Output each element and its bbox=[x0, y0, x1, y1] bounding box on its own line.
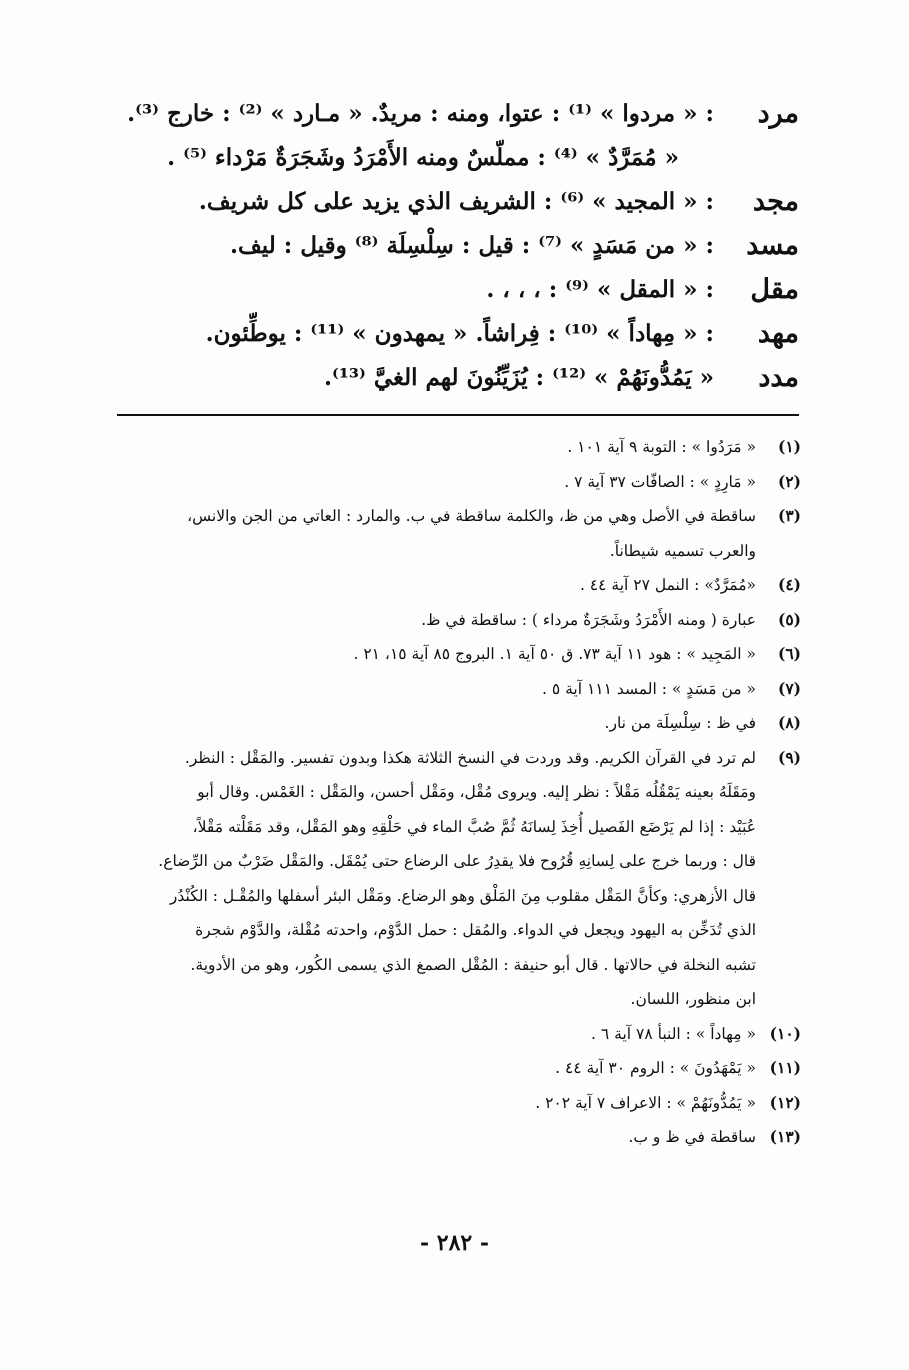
footnote-line: « يَمُدُّونَهُمْ » : الاعراف ٧ آية ٢٠٢ . bbox=[535, 1093, 756, 1112]
footnote-line: « المَجِيد » : هود ١١ آية ٧٣. ق ٥٠ آية ١. البروج ٨٥ آية ١٥، ٢١ . bbox=[353, 645, 756, 663]
entry-text: : « مِهاداً » ⁽¹⁰⁾ : فِراشاً. « يمهدون » ⁽¹¹⁾ : يوطِّئون. bbox=[205, 320, 714, 347]
footnote-number: (٥) bbox=[777, 609, 801, 629]
footnote-number: (٤) bbox=[777, 575, 801, 594]
footnote-number: (٩) bbox=[777, 747, 801, 767]
entry-root: مسد bbox=[746, 230, 799, 261]
footnote bbox=[101, 603, 801, 638]
footnote-line: « من مَسَدٍ » : المسد ١١١ آية ٥ . bbox=[541, 679, 756, 698]
footnote-line: قال الأزهري: وكأنَّ المَقْل مقلوب مِنَ المَلْق وهو الرضاع. ومَقْل البئر أسفلها والمُقْـل : الكُنْدُر bbox=[169, 886, 756, 905]
footnote bbox=[101, 1051, 801, 1086]
footnote-divider bbox=[117, 414, 799, 416]
footnote-number: (٢) bbox=[777, 471, 801, 491]
footnote-line: ومَقَلَهُ بعينه يَمْقُلُه مَقْلاً : نظر إليه. ويروى مُقْل، ومَقْل أحسن، والمَقْل : الغَمْس. وقال أبو bbox=[197, 783, 756, 801]
footnote bbox=[101, 465, 801, 500]
entry-mql bbox=[99, 268, 799, 312]
footnote-line: عبارة ( ومنه الأَمْرَدُ وشَجَرَةٌ مرداء ) : ساقطة في ظ. bbox=[421, 610, 756, 629]
footnote bbox=[101, 672, 801, 707]
entry-root: مرد bbox=[757, 98, 799, 129]
footnote-line: لم ترد في القرآن الكريم. وقد وردت في النسخ الثلاثة هكذا وبدون تفسير. والمَقْل : النظر. bbox=[184, 748, 756, 767]
entry-root: مدد bbox=[758, 362, 799, 393]
footnote bbox=[101, 1120, 801, 1155]
entry-root: مهد bbox=[757, 318, 799, 349]
footnote-line: قال : وربما خرج على لِسانِهِ قُرُوح فلا يقدِرُ على الرضاع حتى يُمْقَل. والمَقْل ضَرْبٌ من الرِّضاع. bbox=[158, 852, 756, 870]
entry-mrd-continuation bbox=[99, 136, 799, 180]
entry-msd bbox=[99, 224, 799, 268]
entry-text: : « من مَسَدٍ » ⁽⁷⁾ : قيل : سِلْسِلَة ⁽⁸⁾ وقيل : ليف. bbox=[229, 232, 714, 259]
footnote-line: في ظ : سِلْسِلَة من نار. bbox=[604, 714, 756, 732]
footnote-number: (٧) bbox=[777, 678, 801, 698]
entry-mrd bbox=[99, 92, 799, 136]
footnote-line: عُبَيْد : إذا لم يَرْضَع الفَصيل أُخِذَ لِسانَهُ ثُمَّ صُبَّ الماء في حَلْقِهِ وهو المَقْل، وقد مَقَلْته مَقْلاً، bbox=[192, 817, 756, 836]
footnotes bbox=[101, 430, 801, 1155]
footnote-line: ساقطة في الأصل وهي من ظ، والكلمة ساقطة في ب. والمارد : العاتي من الجن والانس، bbox=[187, 507, 756, 525]
dictionary-entries bbox=[99, 92, 799, 400]
entry-root: مجد bbox=[752, 186, 799, 217]
footnote-line: « مَرَدُوا » : التوبة ٩ آية ١٠١ . bbox=[567, 438, 756, 456]
entry-mhd bbox=[99, 312, 799, 356]
entry-text: : « مردوا » ⁽¹⁾ : عتوا، ومنه : مريدٌ. « مـارد » ⁽²⁾ : خارج ⁽³⁾. bbox=[127, 100, 714, 127]
footnote bbox=[101, 637, 801, 672]
footnote-line: والعرب تسميه شيطاناً. bbox=[609, 541, 756, 560]
footnote-line: « مِهاداً » : النبأ ٧٨ آية ٦ . bbox=[591, 1024, 756, 1043]
footnote-line: «مُمَرَّدٌ» : النمل ٢٧ آية ٤٤ . bbox=[579, 576, 756, 594]
footnote-line: تشبه النخلة في حالاتها . قال أبو حنيفة : المُقْل الصمغ الذي يسمى الكُور، وهو من الأدوية. bbox=[190, 955, 756, 974]
footnote bbox=[101, 741, 801, 1017]
footnote-line: ساقطة في ظ و ب. bbox=[628, 1128, 756, 1146]
footnote-number: (١٠) bbox=[769, 1023, 801, 1043]
entry-mdd bbox=[99, 356, 799, 400]
footnote-number: (١٣) bbox=[769, 1127, 801, 1146]
footnote-number: (٦) bbox=[777, 644, 801, 663]
footnote-line: الذي تُدَخِّن به اليهود ويجعل في الدواء. والمُقل : حمل الدَّوْم، واحدته مُقْلة، والدَّوْم شجرة bbox=[195, 921, 756, 939]
footnote-number: (١٢) bbox=[769, 1092, 801, 1112]
entry-root: مقل bbox=[750, 274, 799, 305]
footnote-line: « يَمْهَدُونَ » : الروم ٣٠ آية ٤٤ . bbox=[555, 1059, 756, 1077]
footnote bbox=[101, 499, 801, 568]
entry-mjd bbox=[99, 180, 799, 224]
footnote-line: « مَارِدٍ » : الصافّات ٣٧ آية ٧ . bbox=[564, 472, 756, 491]
entry-text: : « المقل » ⁽⁹⁾ : ، ، ، . bbox=[486, 276, 714, 303]
footnote-number: (١) bbox=[777, 437, 801, 456]
footnote bbox=[101, 430, 801, 465]
footnote-number: (١١) bbox=[769, 1058, 801, 1077]
footnote-number: (٣) bbox=[777, 506, 801, 525]
footnote bbox=[101, 1086, 801, 1121]
footnote-number: (٨) bbox=[777, 713, 801, 732]
entry-text: « مُمَرَّدٌ » ⁽⁴⁾ : مملّسٌ ومنه الأَمْرَدُ وشَجَرَةٌ مَرْداء ⁽⁵⁾ . bbox=[167, 144, 679, 171]
entry-text: « يَمُدُّونَهُمْ » ⁽¹²⁾ : يُزَيِّنُونَ لهم الغيَّ ⁽¹³⁾. bbox=[324, 364, 714, 391]
footnote bbox=[101, 568, 801, 603]
footnote bbox=[101, 706, 801, 741]
entry-text: : « المجيد » ⁽⁶⁾ : الشريف الذي يزيد على كل شريف. bbox=[198, 188, 714, 215]
footnote bbox=[101, 1017, 801, 1052]
footnote-line: ابن منظور، اللسان. bbox=[630, 990, 756, 1008]
page-number: - ٢٨٢ - bbox=[419, 1230, 490, 1256]
